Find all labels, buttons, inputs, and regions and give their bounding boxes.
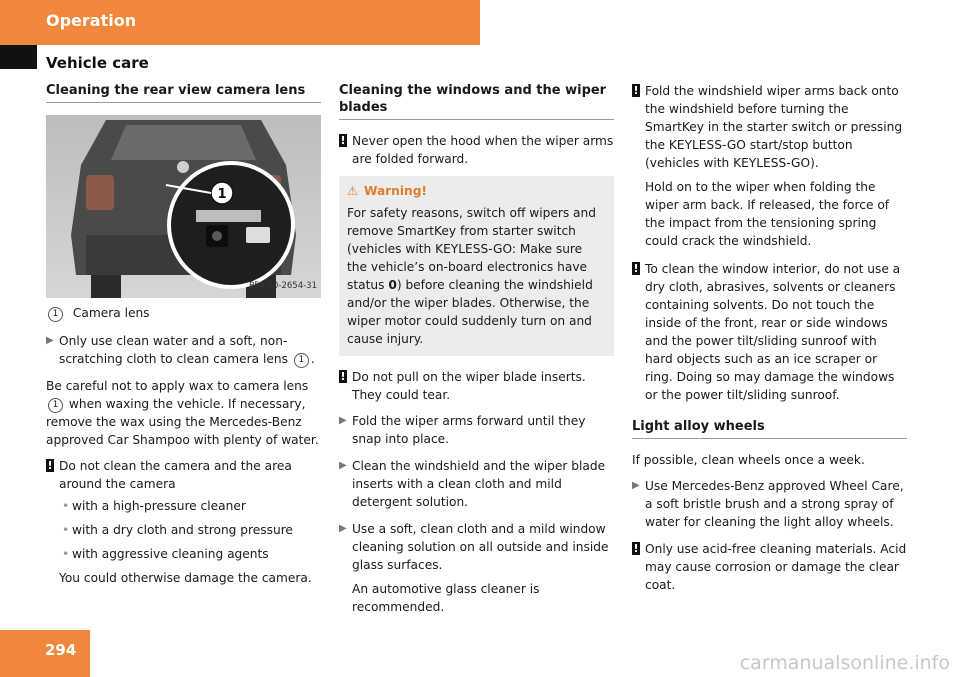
column-right <box>632 82 907 602</box>
chapter-title: Operation <box>46 11 137 30</box>
image-reference-code: P54.00-2654-31 <box>248 281 317 291</box>
wax-paragraph <box>46 377 321 449</box>
caution-note <box>632 540 907 594</box>
column-left <box>46 82 321 595</box>
instruction-step <box>339 520 614 616</box>
caution-note <box>46 457 321 587</box>
heading-light-alloy-wheels: Light alloy wheels <box>632 418 907 439</box>
step-extra-text: An automotive glass cleaner is recommended. <box>352 582 540 614</box>
wax-text-a: Be careful not to apply wax to camera lens <box>46 379 309 393</box>
step-arrow-icon: ▶ <box>632 480 640 491</box>
instruction-step: ▶ Only use clean water and a soft, non-scratching cloth to clean camera lens 1 . <box>46 334 315 366</box>
note-text: To clean the window interior, do not use a dry cloth, abrasives, solvents or cleaners containing solvents. Do not touch the inside of the front, rear or side windows and the power tilt/sliding sunroof with hard objects such as an ice scraper or ring. Doing so may damage the windows or the power tilt/sliding sunroof. <box>645 262 901 402</box>
svg-text:1: 1 <box>217 187 227 202</box>
warning-text-b: ) before cleaning the windshield and/or the wiper blades. Otherwise, the wiper motor could suddenly turn on and cause injury. <box>347 278 593 346</box>
step-text: Use a soft, clean cloth and a mild window cleaning solution on all outside and inside glass surfaces. <box>352 522 609 572</box>
vehicle-rear-illustration <box>46 115 321 298</box>
warning-title: Warning! <box>363 184 427 198</box>
warning-text <box>347 204 606 348</box>
heading-windows-wipers: Cleaning the windows and the wiper blades <box>339 82 614 120</box>
note-extra-text: Hold on to the wiper when folding the wiper arm back. If released, the force of the impact from the tensioning spring could crack the windshield. <box>645 180 890 248</box>
caution-icon: ! <box>340 134 346 147</box>
caution-icon: ! <box>633 262 639 275</box>
bullet-icon: • <box>62 547 70 561</box>
status-value: 0 <box>388 278 397 292</box>
section-tab-marker <box>0 45 37 69</box>
instruction-step <box>339 457 614 511</box>
warning-header <box>347 182 606 200</box>
step-arrow-icon: ▶ <box>339 523 347 534</box>
column-middle <box>339 82 614 625</box>
step-text: Only use clean water and a soft, non-scratching cloth to clean camera lens <box>59 334 288 366</box>
caution-note <box>632 260 907 404</box>
bullet-icon: • <box>62 499 70 513</box>
note-text: Do not clean the camera and the area around the camera <box>59 459 292 491</box>
section-title: Vehicle care <box>46 54 149 72</box>
caution-note <box>339 132 614 168</box>
bullet-icon: • <box>62 523 70 537</box>
instruction-step <box>339 412 614 448</box>
bullet-text: with a high-pressure cleaner <box>72 499 246 513</box>
step-arrow-icon: ▶ <box>46 335 54 346</box>
warning-triangle-icon: ⚠ <box>347 184 358 198</box>
note-text: Do not pull on the wiper blade inserts. They could tear. <box>352 370 586 402</box>
caution-note <box>632 82 907 250</box>
warning-text-a: For safety reasons, switch off wipers and remove SmartKey from starter switch (vehicles with KEYLESS-GO: Make sure the vehicle’s on-board electronics have status <box>347 206 596 292</box>
caution-note <box>339 368 614 404</box>
list-item <box>59 545 321 563</box>
list-item <box>59 497 321 515</box>
caption-text: Camera lens <box>72 306 150 320</box>
callout-1-marker: 1 <box>48 307 63 322</box>
rear-camera-photo <box>46 115 321 298</box>
bullet-text: with aggressive cleaning agents <box>72 547 269 561</box>
step-text: Clean the windshield and the wiper blade inserts with a clean cloth and mild detergent solution. <box>352 459 606 509</box>
caution-icon: ! <box>340 370 346 383</box>
heading-camera-lens: Cleaning the rear view camera lens <box>46 82 321 103</box>
page-number: 294 <box>45 641 77 659</box>
caution-icon: ! <box>47 459 53 472</box>
callout-1-ref: 1 <box>48 398 63 413</box>
caution-icon: ! <box>633 542 639 555</box>
wheels-paragraph: If possible, clean wheels once a week. <box>632 453 865 467</box>
step-arrow-icon: ▶ <box>339 460 347 471</box>
note-text: Never open the hood when the wiper arms are folded forward. <box>352 134 614 166</box>
instruction-step <box>632 477 907 531</box>
callout-1-ref: 1 <box>294 353 309 368</box>
wax-text-b: when waxing the vehicle. If necessary, remove the wax using the Mercedes-Benz approved Car Shampoo with plenty of water. <box>46 397 319 447</box>
step-text: Fold the wiper arms forward until they snap into place. <box>352 414 586 446</box>
watermark: carmanualsonline.info <box>739 652 950 674</box>
caution-icon: ! <box>633 84 639 97</box>
list-item <box>59 521 321 539</box>
photo-caption <box>46 304 321 322</box>
bullet-text: with a dry cloth and strong pressure <box>72 523 293 537</box>
note-conclusion: You could otherwise damage the camera. <box>59 571 312 585</box>
step-arrow-icon: ▶ <box>339 415 347 426</box>
note-text: Fold the windshield wiper arms back onto the windshield before turning the SmartKey in the starter switch or pressing the KEYLESS-GO start/stop button (vehicles with KEYLESS-GO). <box>645 84 903 170</box>
warning-box <box>339 176 614 356</box>
step-text: Use Mercedes-Benz approved Wheel Care, a soft bristle brush and a strong spray of water for cleaning the light alloy wheels. <box>645 479 904 529</box>
note-text: Only use acid-free cleaning materials. Acid may cause corrosion or damage the clear coat. <box>645 542 907 592</box>
